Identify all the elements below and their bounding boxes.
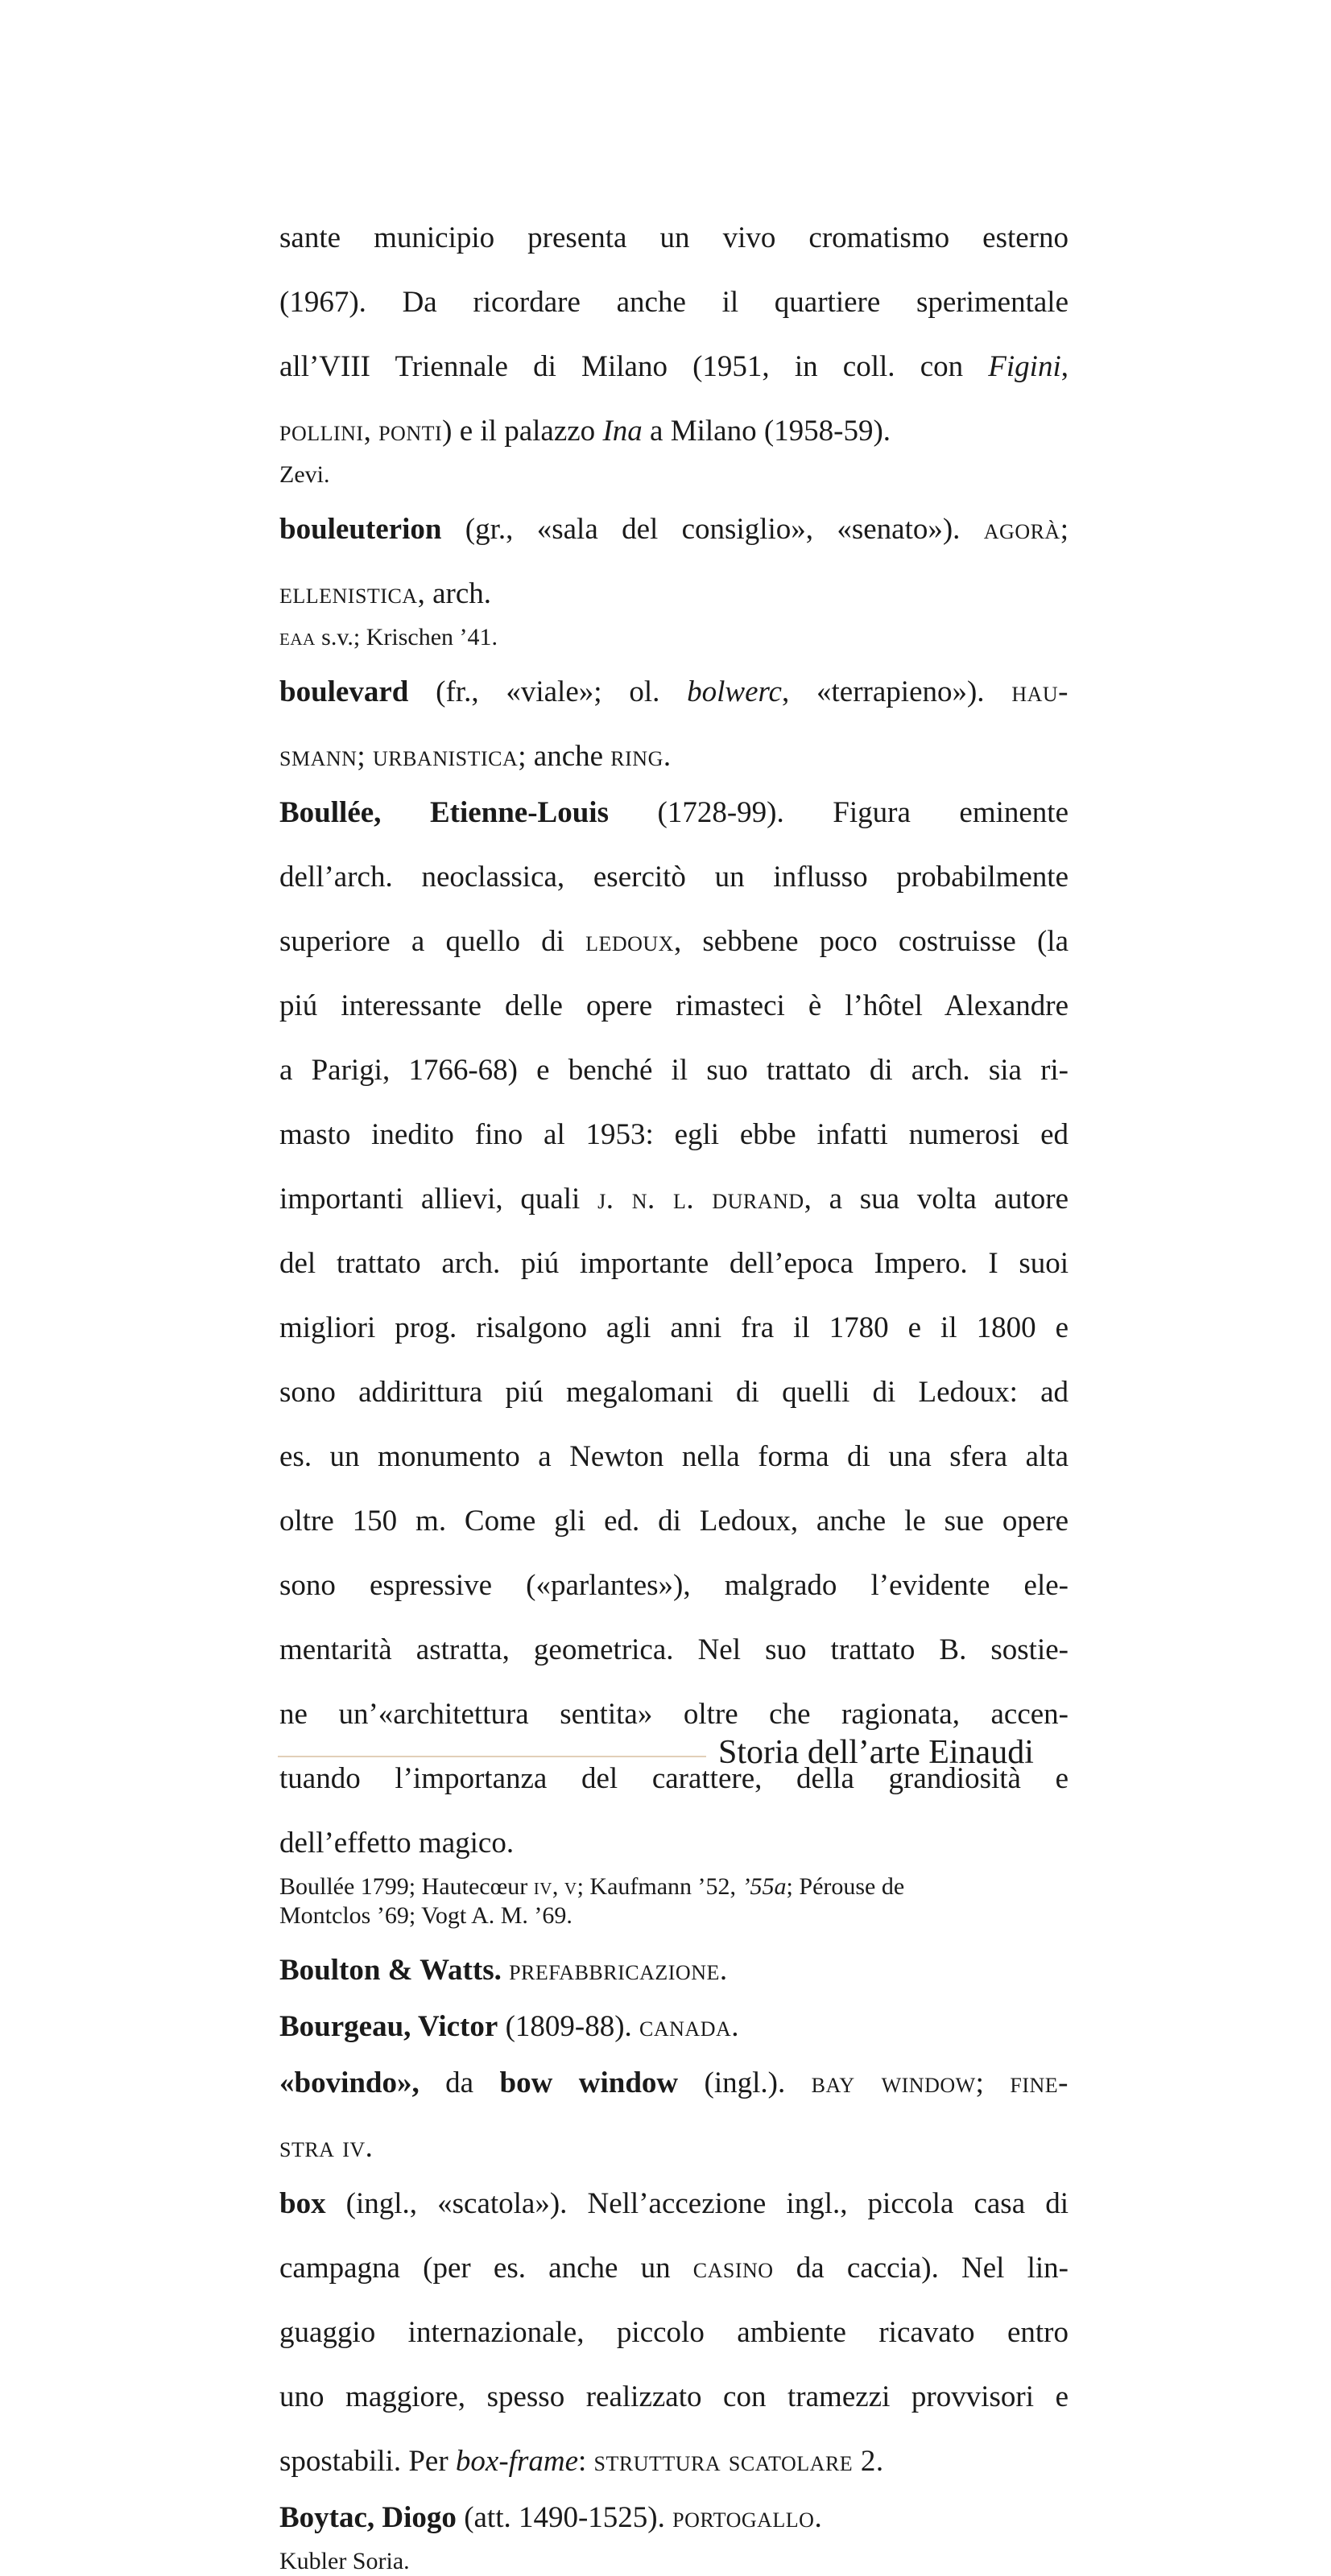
text-line: Boulton & Watts. prefabbricazione. (279, 1954, 728, 1987)
headword: Boullée, Etienne-Louis (279, 796, 609, 829)
headword: «bovindo», (279, 2066, 420, 2099)
bibliography-reference: Kubler Soria. (279, 2548, 410, 2574)
entry-boulton-watts (279, 1955, 1069, 1987)
text-line: ne un’«architettura sentita» oltre che ragionata, accen- (279, 1698, 1069, 1731)
cross-reference: prefabbricazione (509, 1954, 720, 1987)
text-line: pollini, ponti) e il palazzo Ina a Milano (1958-59). (279, 415, 891, 448)
text-line: bouleuterion (gr., «sala del consiglio», «senato»). agorà; (279, 513, 1069, 546)
footer-rule (278, 1756, 706, 1757)
headword: Bourgeau, Victor (279, 2010, 498, 2043)
text-line: dell’effetto magico. (279, 1827, 515, 1860)
text-line: importanti allievi, quali j. n. l. durand, a sua volta autore (279, 1183, 1069, 1216)
entry-continuation (279, 222, 1069, 489)
text-line: dell’arch. neoclassica, esercitò un influsso probabilmente (279, 861, 1069, 894)
text-line: mentarità astratta, geometrica. Nel suo trattato B. sostie- (279, 1633, 1069, 1666)
text-line: oltre 150 m. Come gli ed. di Ledoux, anche le sue opere (279, 1505, 1069, 1538)
text-line: ellenistica, arch. (279, 577, 492, 610)
text-line: migliori prog. risalgono agli anni fra il 1780 e il 1800 e (279, 1311, 1069, 1344)
text-line: sante municipio presenta un vivo cromatismo esterno (279, 221, 1069, 254)
headword: bow window (499, 2066, 679, 2099)
cross-reference: bay window (811, 2066, 976, 2099)
cross-reference: canada (639, 2010, 732, 2043)
cross-reference: stra iv (279, 2131, 366, 2164)
text-line: stra iv. (279, 2131, 373, 2164)
text-line: sono espressive («parlantes»), malgrado l’evidente ele- (279, 1569, 1069, 1602)
cross-reference: j. n. l. durand (597, 1183, 804, 1216)
headword: Boytac, Diogo (279, 2501, 457, 2534)
bibliography-reference: eaa s.v.; Krischen ’41. (279, 624, 498, 650)
cross-reference: urbanistica (372, 740, 519, 773)
cross-reference: ring (610, 740, 663, 773)
cross-reference: agorà (983, 513, 1060, 546)
text-line: campagna (per es. anche un casino da caccia). Nel lin- (279, 2252, 1069, 2285)
text-line: tuando l’importanza del carattere, della grandiosità e (279, 1762, 1069, 1795)
entry-bouleuterion (279, 514, 1069, 652)
entry-boulevard (279, 676, 1069, 773)
entry-bovindo (279, 2067, 1069, 2164)
text-line: (1967). Da ricordare anche il quartiere sperimentale (279, 286, 1069, 319)
text-line: sono addirittura piú megalomani di quelli di Ledoux: ad (279, 1376, 1069, 1409)
text-line: del trattato arch. piú importante dell’epoca Impero. I suoi (279, 1247, 1069, 1280)
cross-reference: ellenistica (279, 577, 418, 610)
text-line: guaggio internazionale, piccolo ambiente ricavato entro (279, 2316, 1069, 2349)
text-line: superiore a quello di ledoux, sebbene poco costruisse (la (279, 925, 1069, 958)
text-line: Boullée, Etienne-Louis (1728-99). Figura eminente (279, 796, 1069, 829)
text-line: smann; urbanistica; anche ring. (279, 740, 672, 773)
cross-reference: fine- (1010, 2066, 1069, 2099)
text-line: uno maggiore, spesso realizzato con tramezzi provvisori e (279, 2380, 1069, 2413)
bibliography-reference: Boullée 1799; Hautecœur iv, v; Kaufmann ’52, ’55a; Pérouse de Montclos ’69; Vogt A. M. ’69. (279, 1873, 905, 1929)
text-line: «bovindo», da bow window (ingl.). bay window; fine- (279, 2066, 1069, 2099)
text-line: a Parigi, 1766-68) e benché il suo trattato di arch. sia ri- (279, 1054, 1069, 1087)
text-line: all’VIII Triennale di Milano (1951, in coll. con Figini, (279, 350, 1069, 383)
text-line: boulevard (fr., «viale»; ol. bolwerc, «terrapieno»). hau- (279, 675, 1069, 708)
cross-reference: struttura scatolare 2 (593, 2445, 876, 2478)
cross-reference: portogallo (672, 2501, 815, 2534)
cross-reference: hau- (1011, 675, 1069, 708)
bibliography-reference: Zevi. (279, 461, 330, 488)
text-line: spostabili. Per box-frame: struttura scatolare 2. (279, 2445, 884, 2478)
page-body (279, 222, 1069, 2576)
footer-title: Storia dell’arte Einaudi (718, 1734, 1034, 1771)
text-line: Boytac, Diogo (att. 1490-1525). portogallo. (279, 2501, 822, 2534)
entry-bourgeau (279, 2011, 1069, 2043)
text-line: es. un monumento a Newton nella forma di una sfera alta (279, 1440, 1069, 1473)
headword: boulevard (279, 675, 409, 708)
headword: Boulton & Watts. (279, 1954, 502, 1987)
text-line: Bourgeau, Victor (1809-88). canada. (279, 2010, 739, 2043)
headword: bouleuterion (279, 513, 442, 546)
cross-reference: smann (279, 740, 358, 773)
entry-box (279, 2188, 1069, 2478)
text-line: piú interessante delle opere rimasteci è l’hôtel Alexandre (279, 989, 1069, 1022)
text-line: box (ingl., «scatola»). Nell’accezione ingl., piccola casa di (279, 2187, 1069, 2220)
cross-reference: casino (692, 2252, 774, 2285)
headword: box (279, 2187, 326, 2220)
cross-reference: ledoux (585, 925, 674, 958)
entry-boytac (279, 2502, 1069, 2576)
text-line: masto inedito fino al 1953: egli ebbe infatti numerosi ed (279, 1118, 1069, 1151)
